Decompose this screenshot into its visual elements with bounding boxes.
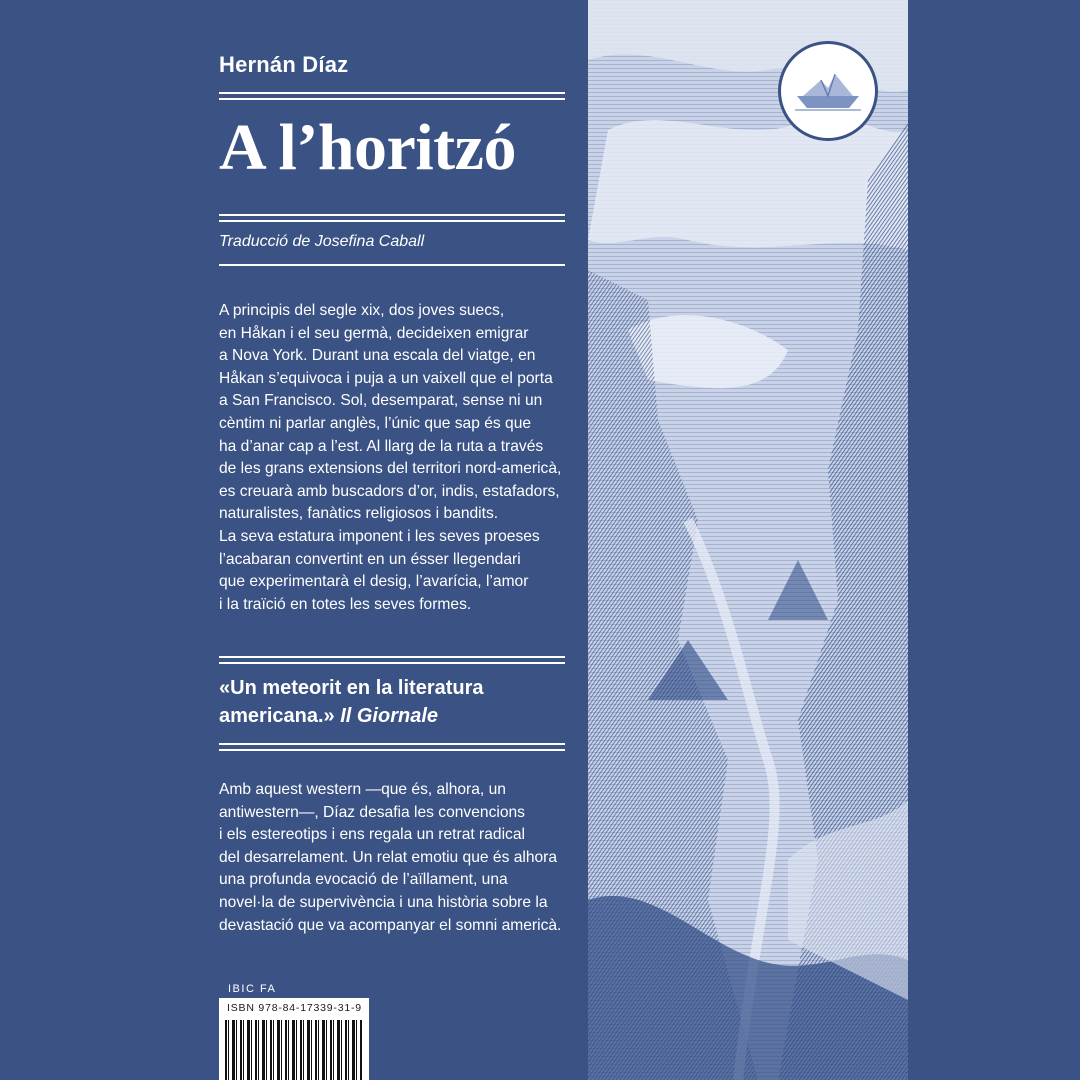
book-title: A l’horitzó	[219, 111, 516, 184]
text-line: una profunda evocació de l’aïllament, una	[219, 871, 508, 889]
text-line: Håkan s’equivoca i puja a un vaixell que el porta	[219, 369, 553, 387]
text-line: en Håkan i el seu germà, decideixen emigrar	[219, 324, 529, 342]
ibic-code: IBIC FA	[228, 983, 277, 995]
text-line: devastació que va acompanyar el somni americà.	[219, 916, 562, 934]
paper-boat-icon	[778, 41, 878, 141]
text-line: antiwestern—, Díaz desafia les convencions	[219, 803, 525, 821]
divider-translator	[219, 264, 565, 266]
text-line: es creuarà amb buscadors d’or, indis, estafadors,	[219, 482, 560, 500]
divider-quote-bottom-1	[219, 743, 565, 745]
divider-top-2	[219, 98, 565, 100]
text-line: a San Francisco. Sol, desemparat, sense ni un	[219, 392, 543, 410]
synopsis-text	[219, 300, 579, 616]
canyon-engraving	[588, 0, 908, 1080]
text-line: novel·la de supervivència i una història sobre la	[219, 893, 548, 911]
divider-quote-bottom-2	[219, 749, 565, 751]
text-line: i la traïció en totes les seves formes.	[219, 595, 472, 613]
text-line: naturalistes, fanàtics religiosos i bandits.	[219, 505, 499, 523]
text-line: ha d’anar cap a l’est. Al llarg de la ruta a través	[219, 437, 544, 455]
barcode-bars	[225, 1020, 363, 1080]
text-line: Amb aquest western —que és, alhora, un	[219, 781, 506, 798]
paper-boat-glyph	[781, 44, 875, 138]
engraving-illustration	[588, 0, 908, 1080]
text-line: a Nova York. Durant una escala del viatge, en	[219, 347, 536, 365]
text-line: del desarrelament. Un relat emotiu que és alhora	[219, 848, 558, 866]
closing-text	[219, 779, 579, 937]
divider-title-2	[219, 220, 565, 222]
text-line: i els estereotips i ens regala un retrat radical	[219, 826, 525, 844]
isbn-number: ISBN 978-84-17339-31-9	[227, 1002, 362, 1014]
divider-top-1	[219, 92, 565, 94]
divider-quote-top-2	[219, 662, 565, 664]
quote-text: «Un meteorit en la literatura americana.»	[219, 677, 484, 727]
text-line: cèntim ni parlar anglès, l’únic que sap és que	[219, 414, 532, 432]
divider-quote-top-1	[219, 656, 565, 658]
divider-title-1	[219, 214, 565, 216]
quote-source: Il Giornale	[340, 705, 439, 727]
author-name: Hernán Díaz	[219, 52, 349, 77]
text-line: A principis del segle xix, dos joves suecs,	[219, 302, 505, 319]
translator-credit: Traducció de Josefina Caball	[219, 233, 425, 250]
text-line: l’acabaran convertint en un ésser llegendari	[219, 550, 521, 568]
press-quote	[219, 674, 579, 730]
isbn-barcode	[219, 998, 369, 1080]
text-line: de les grans extensions del territori nord-americà,	[219, 460, 562, 478]
text-line: que experimentarà el desig, l’avarícia, l’amor	[219, 573, 529, 591]
text-line: La seva estatura imponent i les seves proeses	[219, 527, 540, 545]
